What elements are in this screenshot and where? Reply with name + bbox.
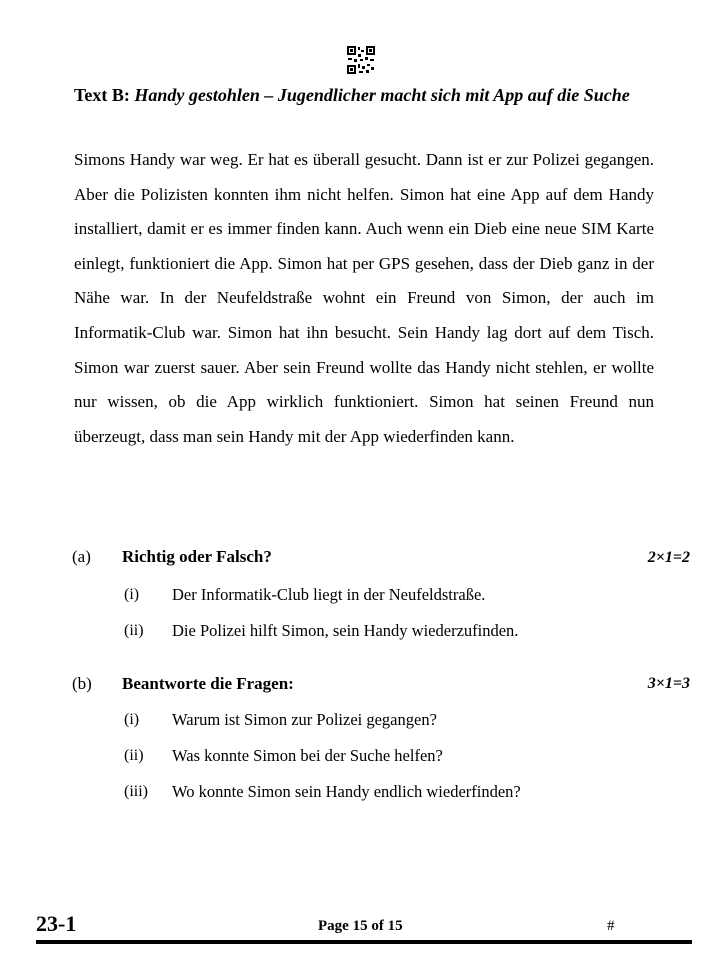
page-number: Page 15 of 15 xyxy=(318,918,403,934)
question-b-item-text: Was konnte Simon bei der Suche helfen? xyxy=(172,746,443,765)
text-subtitle: Handy gestohlen – Jugendlicher macht sich mit App auf die Suche xyxy=(134,85,630,105)
question-b-item-num: (i) xyxy=(124,711,140,728)
reading-passage: Simons Handy war weg. Er hat es überall gesucht. Dann ist er zur Polizei gegangen. Aber die Polizisten konnten ihm nicht helfen. Simon hat eine App auf dem Handy installiert, damit er es immer finden kann. Auch wenn ein Dieb eine neue SIM Karte einlegt, funktioniert die App. Simon hat per GPS gesehen, dass der Dieb ganz in der Nähe war. In der Neufeldstraße wohnt ein Freund von Simon, der auch im Informatik-Club war. Simon hat ihn besucht. Sein Handy lag dort auf dem Tisch. Simon war zuerst sauer. Aber sein Freund wollte das Handy nicht stehlen, er wollte nur wissen, ob die App wirklich funktioniert. Simon hat seinen Freund nun überzeugt, dass man sein Handy mit der App wiederfinden kann. xyxy=(74,150,654,446)
question-b-item-num: (ii) xyxy=(124,747,144,764)
question-b-item-text: Wo konnte Simon sein Handy endlich wiederfinden? xyxy=(172,782,521,801)
question-a-marks: 2×1=2 xyxy=(647,549,690,566)
question-a-heading: Richtig oder Falsch? xyxy=(122,547,272,566)
question-a-item-text: Die Polizei hilft Simon, sein Handy wiederzufinden. xyxy=(172,621,519,640)
question-a-item-num: (ii) xyxy=(124,622,144,639)
question-a-item-num: (i) xyxy=(124,586,140,603)
text-title xyxy=(74,84,659,106)
question-a-label: (a) xyxy=(72,547,91,566)
question-b-heading: Beantworte die Fragen: xyxy=(122,674,294,693)
footer-hash: # xyxy=(607,918,615,934)
text-label: Text B: xyxy=(74,85,130,105)
question-b-label: (b) xyxy=(72,674,92,693)
question-b-marks: 3×1=3 xyxy=(647,675,690,692)
question-b-item-num: (iii) xyxy=(124,783,148,800)
question-a-item-text: Der Informatik-Club liegt in der Neufeldstraße. xyxy=(172,585,486,604)
qr-code-icon xyxy=(347,46,375,74)
paper-code: 23-1 xyxy=(36,911,77,936)
question-b-item-text: Warum ist Simon zur Polizei gegangen? xyxy=(172,710,437,729)
footer-rule xyxy=(36,940,692,944)
